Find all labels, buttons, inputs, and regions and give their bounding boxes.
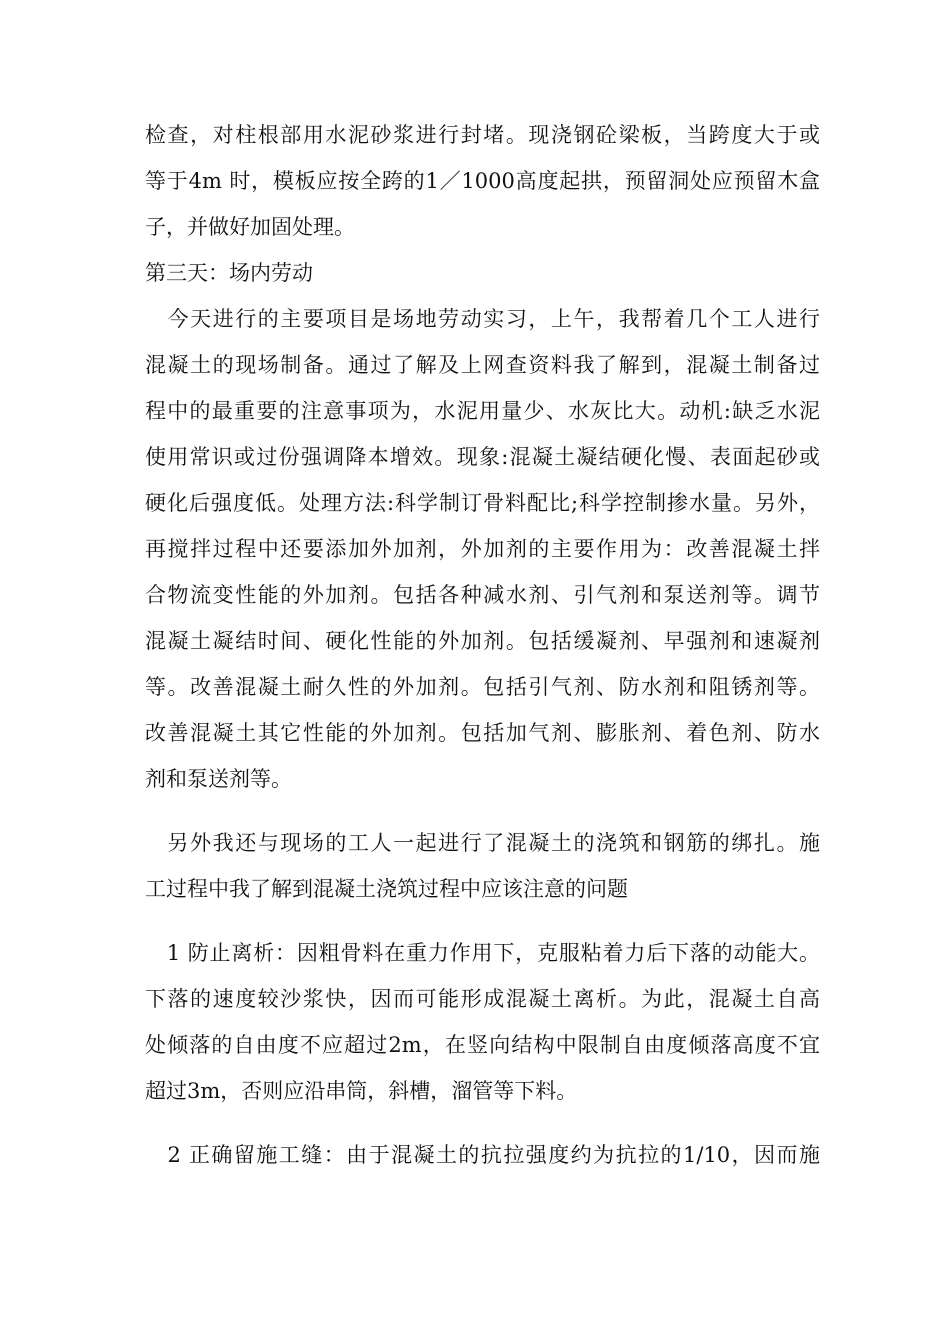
section-heading: 第三天：场内劳动 [145, 261, 313, 285]
intro-paragraph [145, 112, 820, 250]
text-line: 使用常识或过份强调降本增效。现象:混凝土凝结硬化慢、表面起砂或 [145, 445, 820, 469]
text-line: 程中的最重要的注意事项为，水泥用量少、水灰比大。动机:缺乏水泥 [145, 399, 820, 423]
text-line: 超过3m，否则应沿串筒，斜槽，溜管等下料。 [145, 1079, 578, 1103]
text-line: 子，并做好加固处理。 [145, 215, 355, 239]
text-line: 工过程中我了解到混凝土浇筑过程中应该注意的问题 [145, 877, 628, 901]
text-line: 等于4m 时，模板应按全跨的1／1000高度起拱，预留洞处应预留木盒 [145, 169, 820, 193]
text-line: 混凝土的现场制备。通过了解及上网查资料我了解到，混凝土制备过 [145, 353, 820, 377]
text-line: 混凝土凝结时间、硬化性能的外加剂。包括缓凝剂、早强剂和速凝剂 [145, 629, 820, 653]
text-line: 改善混凝土其它性能的外加剂。包括加气剂、膨胀剂、着色剂、防水 [145, 721, 820, 745]
paragraph-spacer [145, 1114, 820, 1132]
text-line: 处倾落的自由度不应超过2m，在竖向结构中限制自由度倾落高度不宜 [145, 1033, 820, 1057]
text-line: 合物流变性能的外加剂。包括各种减水剂、引气剂和泵送剂等。调节 [145, 583, 820, 607]
list-item-construction-joint [145, 1132, 820, 1178]
paragraph-spacer [145, 912, 820, 930]
text-line: 硬化后强度低。处理方法:科学制订骨料配比;科学控制掺水量。另外， [145, 491, 820, 515]
text-line: 另外我还与现场的工人一起进行了混凝土的浇筑和钢筋的绑扎。施 [145, 831, 820, 855]
text-line: 今天进行的主要项目是场地劳动实习，上午，我帮着几个工人进行 [145, 307, 820, 331]
paragraph-pouring [145, 820, 820, 912]
paragraph-site-labor [145, 296, 820, 802]
document-page [145, 112, 820, 1178]
text-line: 等。改善混凝土耐久性的外加剂。包括引气剂、防水剂和阻锈剂等。 [145, 675, 820, 699]
text-line: 再搅拌过程中还要添加外加剂，外加剂的主要作用为：改善混凝土拌 [145, 537, 820, 561]
text-line: 1 防止离析：因粗骨料在重力作用下，克服粘着力后下落的动能大。 [145, 941, 820, 965]
text-line: 2 正确留施工缝：由于混凝土的抗拉强度约为抗拉的1/10，因而施 [145, 1143, 820, 1167]
text-line: 检查，对柱根部用水泥砂浆进行封堵。现浇钢砼梁板，当跨度大于或 [145, 123, 820, 147]
text-line: 下落的速度较沙浆快，因而可能形成混凝土离析。为此，混凝土自高 [145, 987, 820, 1011]
text-line: 剂和泵送剂等。 [145, 767, 292, 791]
list-item-segregation [145, 930, 820, 1114]
paragraph-spacer [145, 802, 820, 820]
